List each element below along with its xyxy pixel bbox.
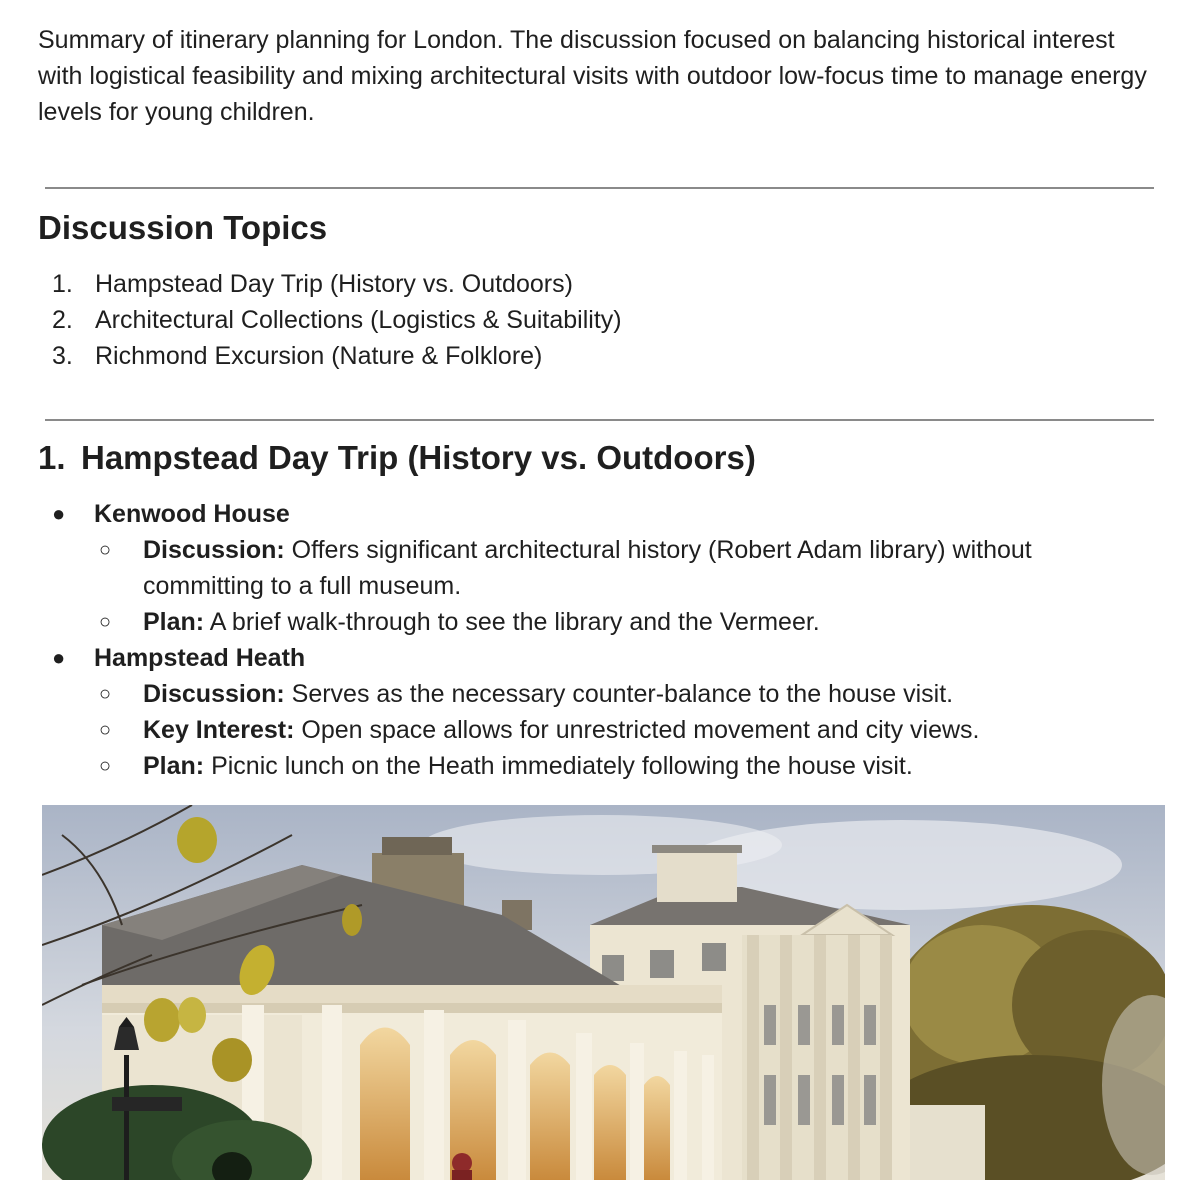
point-text: Picnic lunch on the Heath immediately following the house visit. (204, 752, 913, 780)
sub-list (94, 532, 1164, 640)
list-item-kenwood-house (38, 496, 1164, 640)
summary-paragraph: Summary of itinerary planning for London. The discussion focused on balancing historical interest with logistical feasibility and mixing architectural visits with outdoor low-focus time to manage energy levels for young children. (38, 26, 1147, 126)
list-item-hampstead-heath (38, 640, 1164, 784)
section-number: 1. (38, 439, 66, 476)
horizontal-rule (45, 187, 1154, 189)
point-text: Offers significant architectural history (Robert Adam library) without committing to a full museum. (143, 536, 1032, 600)
sub-list-item (94, 532, 1143, 604)
sub-list-item (94, 676, 1143, 712)
bullet-icon: ● (52, 501, 66, 526)
item-title: Hampstead Heath (94, 644, 306, 672)
point-label: Plan: (143, 608, 205, 636)
section-bullets (38, 496, 1164, 784)
sub-list (94, 676, 1164, 784)
topic-label: Richmond Excursion (Nature & Folklore) (95, 342, 543, 370)
item-title: Kenwood House (94, 500, 290, 528)
circle-bullet-icon: ○ (99, 683, 112, 705)
section-title: Hampstead Day Trip (History vs. Outdoors) (81, 439, 756, 476)
topic-number: 3. (52, 342, 73, 370)
point-label: Key Interest: (143, 716, 295, 744)
topics-heading: Discussion Topics (38, 209, 328, 246)
circle-bullet-icon: ○ (99, 611, 112, 633)
point-label: Discussion: (143, 680, 285, 708)
bullet-icon: ● (52, 645, 66, 670)
topic-item (38, 266, 622, 302)
topic-item (38, 302, 622, 338)
topic-label: Architectural Collections (Logistics & Suitability) (95, 306, 622, 334)
point-label: Discussion: (143, 536, 285, 564)
circle-bullet-icon: ○ (99, 755, 112, 777)
sub-list-item (94, 604, 1143, 640)
sub-list-item (94, 712, 1143, 748)
topic-item (38, 338, 622, 374)
topic-number: 1. (52, 270, 73, 298)
circle-bullet-icon: ○ (99, 719, 112, 741)
circle-bullet-icon: ○ (99, 539, 112, 561)
horizontal-rule (45, 419, 1154, 421)
point-text: Serves as the necessary counter-balance to the house visit. (284, 680, 954, 708)
sub-list-item (94, 748, 1143, 784)
topic-label: Hampstead Day Trip (History vs. Outdoors) (95, 270, 573, 298)
section-heading (38, 436, 756, 480)
topic-number: 2. (52, 306, 73, 334)
point-text: Open space allows for unrestricted movement and city views. (294, 716, 980, 744)
point-text: A brief walk-through to see the library and the Vermeer. (204, 608, 820, 636)
kenwood-house-photo (42, 805, 1165, 1180)
topics-list (38, 266, 622, 374)
point-label: Plan: (143, 752, 205, 780)
